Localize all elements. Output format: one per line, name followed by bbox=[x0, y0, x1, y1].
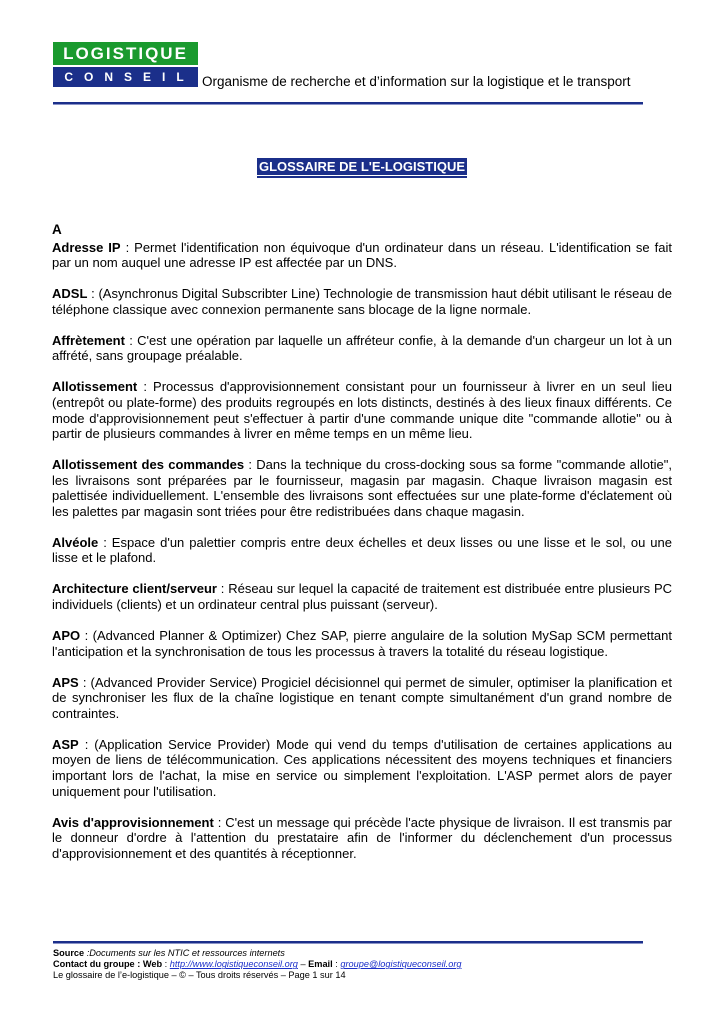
glossary-entry bbox=[52, 628, 672, 659]
glossary-term: ASP bbox=[52, 736, 79, 752]
glossary-entry bbox=[52, 240, 672, 271]
glossary-term: Architecture client/serveur bbox=[52, 581, 217, 597]
glossary-term: Affrètement bbox=[52, 332, 125, 348]
page-title: GLOSSAIRE DE L'E-LOGISTIQUE bbox=[258, 159, 466, 174]
footer-contact bbox=[53, 959, 462, 970]
glossary-definition: : (Application Service Provider) Mode qui vend du temps d'utilisation de certaines applications au moyen de liens de télécommunication. Ces applications nécessitent des moyens techniques et financiers important lors de l'achat, la mise en service ou simplement l'exploitation. L'ASP permet alors de payer uniquement pour l'utilisation. bbox=[52, 736, 672, 799]
footer-email-label: Email bbox=[308, 959, 333, 970]
glossary-content bbox=[52, 220, 672, 877]
section-letter: A bbox=[52, 222, 62, 237]
glossary-entry bbox=[52, 815, 672, 862]
header-tagline: Organisme de recherche et d’information sur la logistique et le transport bbox=[202, 74, 631, 89]
glossary-definition: : Dans la technique du cross-docking sous sa forme "commande allotie", les livraisons sont préparées par le fournisseur, magasin par magasin. Chaque livraison magasin est palettisée individuellement. L'ensemble des livraisons sont effectuées sur une plate-forme d'éclatement où les palettes par magasin sont triées pour être redistribuées dans chaque magasin. bbox=[52, 457, 672, 519]
footer-source-label: Source bbox=[53, 948, 85, 958]
glossary-term: ADSL bbox=[52, 286, 88, 302]
glossary-term: Adresse IP bbox=[52, 239, 121, 255]
glossary-term: Avis d'approvisionnement bbox=[52, 814, 214, 830]
glossary-entry bbox=[52, 737, 672, 799]
glossary-definition: : Processus d'approvisionnement consistant pour un fournisseur à livrer en un seul lieu (entrepôt ou plate-forme) des produits regroupés en lots distincts, destinés à des lieux finaux différents. Ce mode d'approvisionnement peut s'effectuer à partir d'une commande unique dite "commande allotie" ou à partir de plusieurs commandes à livrer en même temps en un même lieu. bbox=[52, 379, 672, 442]
glossary-definition: : (Advanced Provider Service) Progiciel décisionnel qui permet de simuler, optimiser la planification et de synchroniser les flux de la chaîne logistique en tenant compte simultanément d'un grand nombre de contraintes. bbox=[52, 674, 672, 721]
footer-web-link[interactable]: http://www.logistiqueconseil.org bbox=[169, 959, 298, 970]
glossary-definition: : C'est un message qui précède l'acte physique de livraison. Il est transmis par le donneur d'ordre à l'attention du prestataire afin de l'informer du déclenchement d'un processus d'approvisionnement et des quantités à réceptionner. bbox=[52, 814, 672, 861]
glossary-definition: : C'est une opération par laquelle un affréteur confie, à la demande d'un chargeur un lot à un affrété, sans groupage préalable. bbox=[52, 332, 672, 364]
glossary-entry bbox=[52, 379, 672, 441]
logo bbox=[53, 42, 198, 87]
glossary-definition: : Réseau sur lequel la capacité de traitement est distribuée entre plusieurs PC individuels (clients) et un ordinateur central plus puissant (serveur). bbox=[52, 581, 673, 613]
glossary-entry bbox=[52, 581, 672, 612]
footer-email-link[interactable]: groupe@logistiqueconseil.org bbox=[340, 959, 462, 970]
glossary-term: APS bbox=[52, 674, 79, 690]
footer-divider bbox=[53, 941, 643, 944]
footer-source-text: :Documents sur les NTIC et ressources internets bbox=[84, 948, 285, 958]
glossary-term: APO bbox=[52, 628, 81, 644]
glossary-term: Allotissement bbox=[52, 379, 138, 395]
glossary-entry bbox=[52, 333, 672, 364]
glossary-entry bbox=[52, 535, 672, 566]
footer-source bbox=[53, 948, 462, 959]
glossary-entry bbox=[52, 675, 672, 722]
title-container bbox=[0, 158, 724, 176]
glossary-entry bbox=[52, 457, 672, 519]
glossary-term: Alvéole bbox=[52, 534, 99, 550]
glossary-term: Allotissement des commandes bbox=[52, 457, 245, 473]
glossary-entry bbox=[52, 286, 672, 317]
footer-email-colon: : bbox=[332, 959, 341, 970]
footer-web-sep: : bbox=[162, 959, 170, 970]
glossary-definition: : Permet l'identification non équivoque d'un ordinateur dans un réseau. L'identification se fait par un nom auquel une adresse IP est affectée par un DNS. bbox=[52, 239, 672, 271]
glossary-entries bbox=[52, 240, 672, 862]
logo-top-text: LOGISTIQUE bbox=[53, 42, 198, 67]
header-divider bbox=[53, 102, 643, 105]
footer-contact-label: Contact du groupe : Web bbox=[53, 959, 163, 970]
glossary-definition: : (Advanced Planner & Optimizer) Chez SAP, pierre angulaire de la solution MySap SCM permettant l'anticipation et la synchronisation de tous les processus à travers la totalité du réseau logistique. bbox=[52, 628, 672, 659]
logo-bottom-text: CONSEIL bbox=[53, 67, 198, 87]
glossary-definition: : Espace d'un palettier compris entre deux échelles et deux lisses ou une lisse et le sol, ou une lisse et le plafond. bbox=[52, 534, 672, 566]
footer-email-sep: – bbox=[297, 959, 309, 970]
footer-copyright: Le glossaire de l’e-logistique – © – Tous droits réservés – Page 1 sur 14 bbox=[53, 970, 346, 981]
page-footer bbox=[53, 948, 462, 982]
glossary-definition: : (Asynchronus Digital Subscribter Line) Technologie de transmission haut débit utilisant le réseau de téléphone classique avec connexion permanente sans blocage de la ligne normale. bbox=[52, 286, 672, 317]
